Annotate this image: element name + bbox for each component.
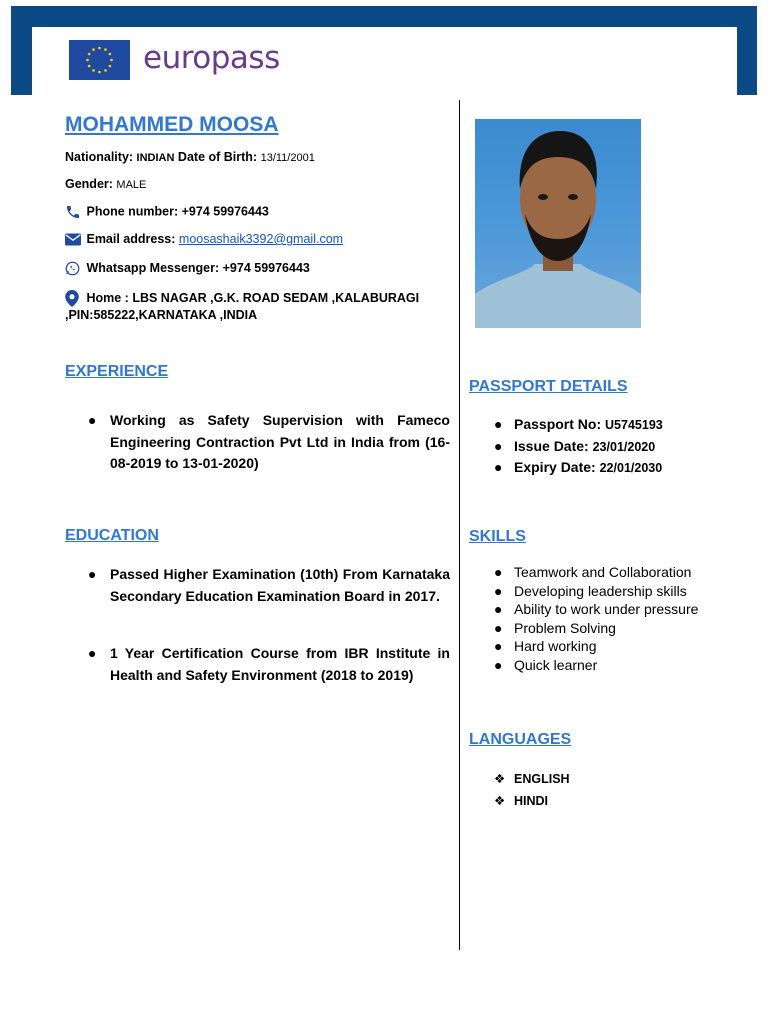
gender-value: MALE (116, 179, 147, 191)
bullet-icon: ● (494, 638, 503, 654)
bullet-icon: ● (494, 437, 503, 454)
email-line (65, 232, 343, 246)
passport-number-row: ● Passport No: U5745193 (494, 414, 663, 436)
europass-logo: europass (143, 40, 280, 76)
skill-label: Developing leadership skills (514, 582, 687, 599)
skills-heading: SKILLS (469, 528, 526, 545)
skill-item (494, 582, 698, 601)
skills-list (494, 563, 698, 674)
dob-label: Date of Birth: (177, 150, 258, 164)
passport-number-label: Passport No (514, 416, 597, 432)
bullet-icon: ● (494, 416, 503, 432)
experience-heading: EXPERIENCE (65, 363, 169, 380)
skill-item (494, 563, 698, 582)
phone-line (65, 204, 269, 220)
email-label: Email address: (86, 232, 176, 246)
skill-label: Hard working (514, 638, 597, 654)
bullet-icon: ● (494, 619, 503, 636)
languages-heading: LANGUAGES (469, 731, 572, 748)
header-panel (32, 27, 737, 102)
expiry-date-row: ● Expiry Date: 22/01/2030 (494, 457, 663, 479)
skill-label: Problem Solving (514, 619, 616, 636)
bullet-icon: ● (494, 656, 503, 673)
whatsapp-text: Whatsapp Messenger: +974 59976443 (86, 261, 310, 275)
location-pin-icon (65, 290, 83, 307)
gender-label: Gender: (65, 177, 113, 191)
email-icon (65, 233, 83, 246)
skill-item (494, 637, 698, 656)
email-link[interactable]: moosashaik3392@gmail.com (178, 232, 344, 246)
language-label: ENGLISH (514, 772, 570, 786)
whatsapp-line (65, 261, 310, 276)
skill-item (494, 619, 698, 638)
phone-text: Phone number: +974 59976443 (86, 204, 269, 219)
skill-item (494, 656, 698, 675)
gender-line (65, 177, 146, 191)
dob-value: 13/11/2001 (260, 152, 315, 164)
expiry-date-value: 22/01/2030 (599, 461, 663, 475)
language-item (494, 768, 570, 790)
nationality-dob-line (65, 150, 315, 164)
profile-photo (475, 119, 641, 328)
column-divider (459, 100, 460, 950)
bullet-icon: ● (494, 564, 503, 580)
education-item-1: Passed Higher Examination (10th) From Karnataka Secondary Education Examination Board in 2017. (110, 566, 450, 604)
language-label: HINDI (514, 794, 549, 808)
expiry-date-label: Expiry Date (514, 459, 592, 475)
address-line-1: Home : LBS NAGAR ,G.K. ROAD SEDAM ,KALABURAGI (86, 291, 420, 305)
bullet-icon: ● (494, 582, 503, 599)
nationality-label: Nationality: (65, 150, 134, 164)
diamond-bullet-icon: ❖ (494, 772, 506, 786)
language-item (494, 790, 570, 812)
experience-item: Working as Safety Supervision with Fameco Engineering Contraction Pvt Ltd in India from (16-08-2019 to 13-01-2020) (110, 412, 450, 471)
diamond-bullet-icon: ❖ (494, 794, 506, 808)
address-line-2: ,PIN:585222,KARNATAKA ,INDIA (65, 308, 258, 323)
skill-label: Ability to work under pressure (514, 601, 699, 617)
issue-date-label: Issue Date (514, 437, 585, 454)
candidate-name: MOHAMMED MOOSA (65, 113, 279, 136)
bullet-icon: ● (88, 645, 97, 661)
whatsapp-icon (65, 261, 83, 276)
bullet-icon: ● (494, 601, 503, 617)
issue-date-value: 23/01/2020 (592, 439, 656, 454)
issue-date-row: ● Issue Date: 23/01/2020 (494, 436, 663, 458)
bullet-icon: ● (494, 459, 503, 475)
languages-list (494, 768, 570, 812)
passport-heading: PASSPORT DETAILS (469, 378, 628, 395)
bullet-icon: ● (88, 412, 97, 428)
passport-list (494, 414, 663, 479)
passport-number-value: U5745193 (605, 418, 663, 432)
skill-item (494, 600, 698, 619)
bullet-icon: ● (88, 566, 97, 582)
education-heading: EDUCATION (65, 527, 159, 544)
nationality-value: INDIAN (136, 152, 175, 164)
address-block (65, 290, 435, 323)
education-item-2: 1 Year Certification Course from IBR Institute in Health and Safety Environment (2018 to 2019) (110, 645, 450, 683)
skill-label: Teamwork and Collaboration (514, 564, 692, 580)
phone-icon (65, 204, 83, 220)
skill-label: Quick learner (514, 656, 598, 673)
eu-flag-icon (69, 40, 130, 80)
